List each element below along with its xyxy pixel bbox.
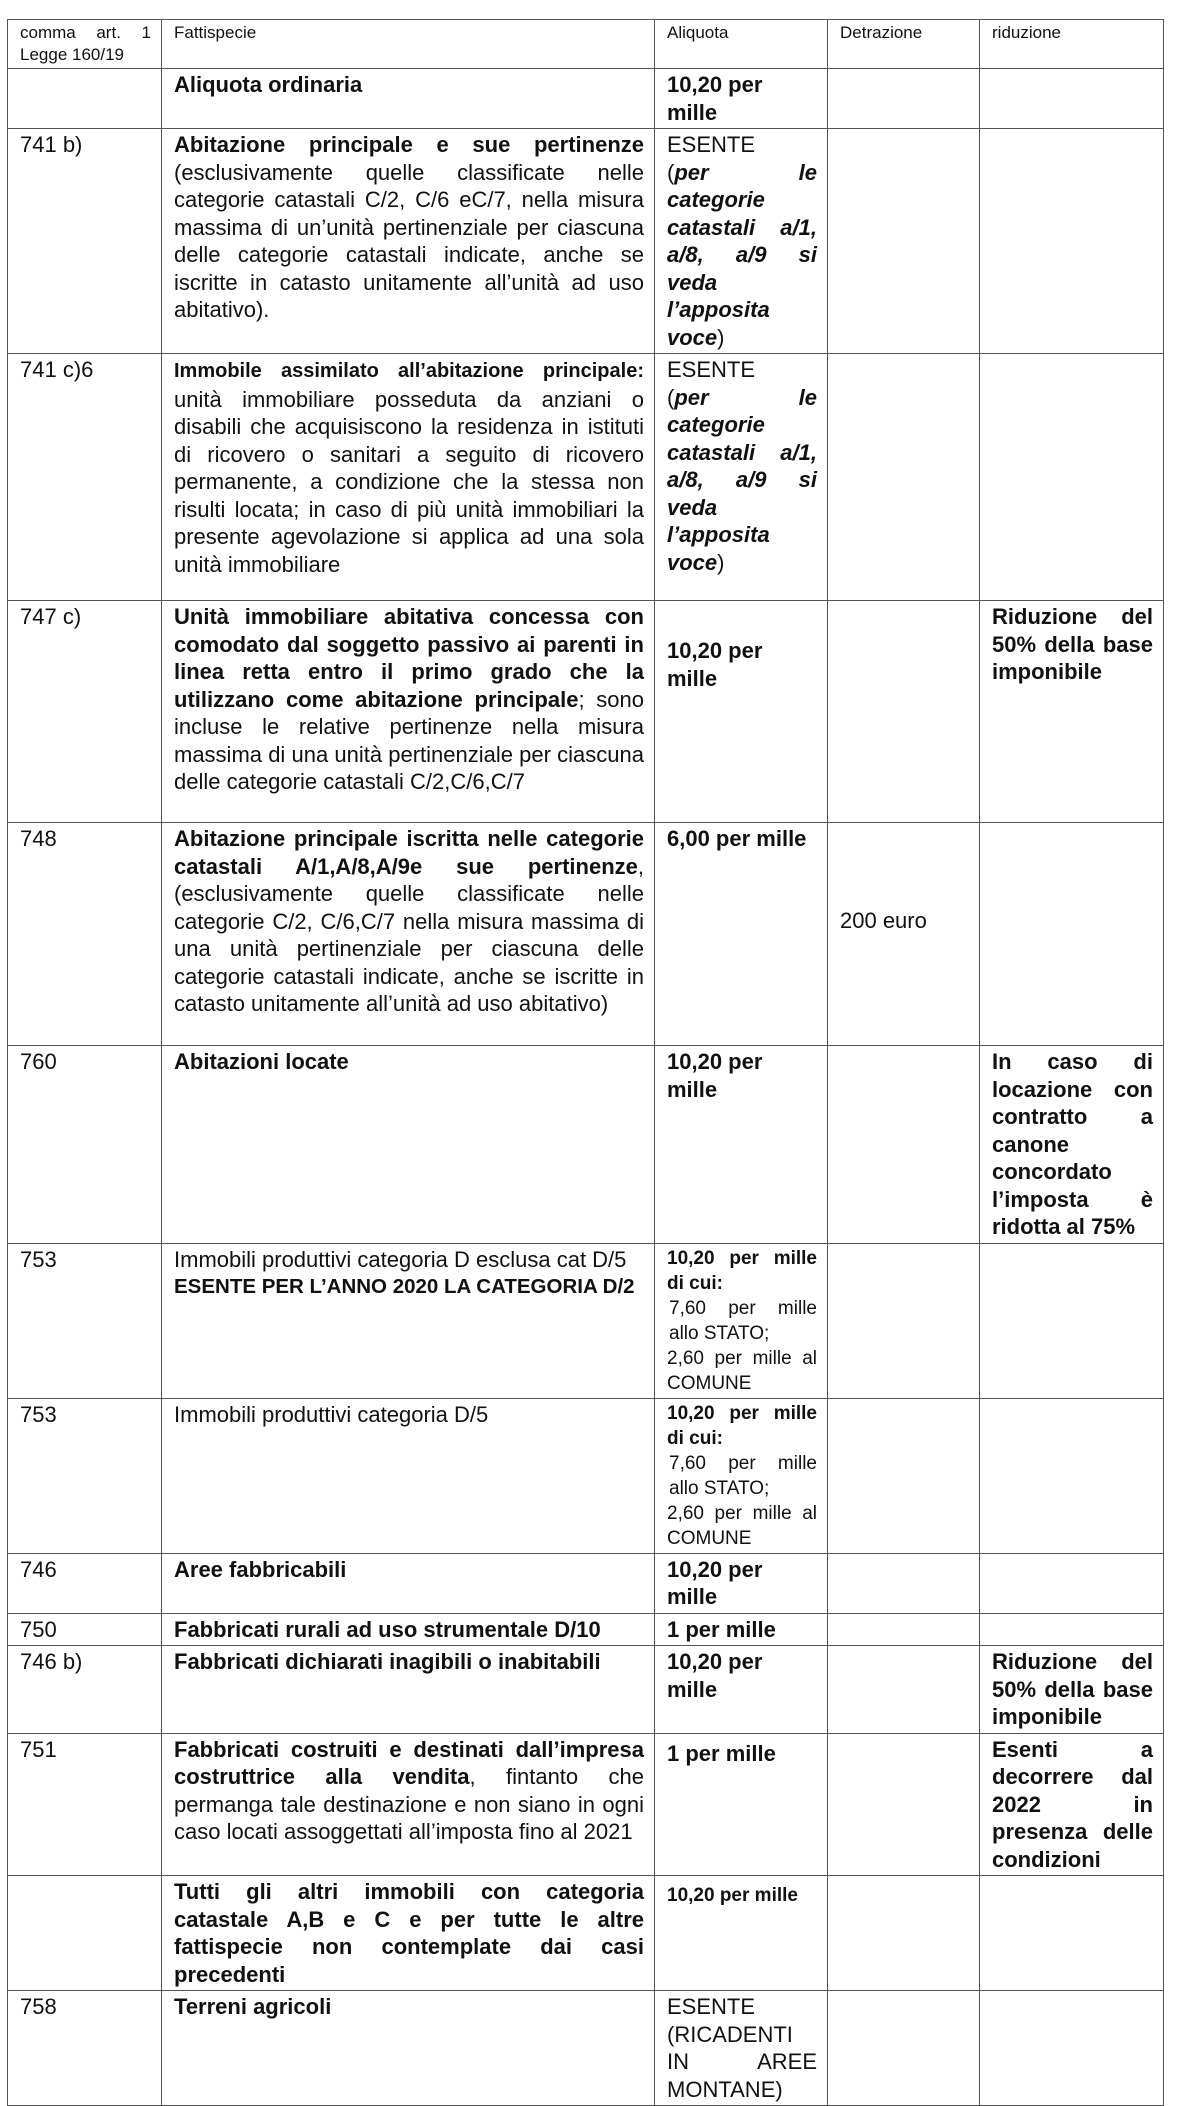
cell-riduzione	[980, 1243, 1164, 1398]
cell-fattispecie	[162, 1243, 655, 1398]
cell-aliquota: 1 per mille	[655, 1613, 828, 1646]
cell-riduzione	[980, 1553, 1164, 1613]
cell-fattispecie: Abitazioni locate	[162, 1046, 655, 1244]
header-riduzione: riduzione	[980, 20, 1164, 69]
table-row	[8, 823, 1164, 1046]
table-row	[8, 354, 1164, 601]
cell-detrazione	[828, 1613, 980, 1646]
cell-riduzione: In caso di locazione con contratto a canone concordato l’imposta è ridotta al 75%	[980, 1046, 1164, 1244]
table-header-row	[8, 20, 1164, 69]
header-aliquota: Aliquota	[655, 20, 828, 69]
cell-aliquota: ESENTE (per le categorie catastali a/1, a/8, a/9 si veda l’apposita voce)	[655, 354, 828, 601]
cell-aliquota: 10,20 per mille	[655, 69, 828, 129]
cell-comma: 760	[8, 1046, 162, 1244]
cell-comma: 741 b)	[8, 129, 162, 354]
cell-comma: 747 c)	[8, 601, 162, 823]
cell-fattispecie	[162, 1733, 655, 1876]
table-row	[8, 129, 1164, 354]
aliquota-note: per le categorie catastali a/1, a/8, a/9 si veda l’apposita voce	[667, 159, 817, 350]
cell-riduzione	[980, 1613, 1164, 1646]
table-row	[8, 601, 1164, 823]
aliquota-stato: 7,60 per mille allo STATO;	[669, 1452, 817, 1499]
cell-aliquota: 10,20 per mille	[655, 1646, 828, 1734]
cell-detrazione	[828, 1991, 980, 2106]
cell-aliquota: ESENTE (per le categorie catastali a/1, a/8, a/9 si veda l’apposita voce)	[655, 129, 828, 354]
cell-riduzione	[980, 354, 1164, 601]
aliquota-value: 10,20 per mille di cui:	[667, 1402, 817, 1449]
fattispecie-title: Immobile assimilato all’abitazione principale:	[174, 360, 644, 382]
fattispecie-description: unità immobiliare posseduta da anziani o disabili che acquisiscono la residenza in istituti di ricovero o sanitari a seguito di ricovero permanente, a condizione che la stessa non risulti locata; in caso di più unità immobiliari la presente agevolazione si applica ad una sola unità immobiliare	[174, 386, 644, 577]
fattispecie-description: , fintanto che permanga tale destinazione e non siano in ogni caso locati assoggettati all’imposta fino al 2021	[174, 1764, 644, 1844]
cell-fattispecie	[162, 601, 655, 823]
cell-comma	[8, 69, 162, 129]
fattispecie-description: (esclusivamente quelle classificate nelle categorie catastali C/2, C/6 eC/7, nella misura massima di un’unità pertinenziale per ciascuna delle categorie catastali indicate, anche se iscritte in catasto unitamente all’unità ad uso abitativo).	[174, 159, 644, 322]
cell-fattispecie	[162, 354, 655, 601]
table-row	[8, 1398, 1164, 1553]
aliquota-value: ESENTE	[667, 132, 756, 157]
cell-riduzione	[980, 1876, 1164, 1991]
header-comma: comma art. 1 Legge 160/19	[8, 20, 162, 69]
cell-aliquota	[655, 1243, 828, 1398]
aliquota-value: ESENTE	[667, 357, 756, 382]
cell-aliquota: 10,20 per mille	[655, 1553, 828, 1613]
cell-fattispecie: Terreni agricoli	[162, 1991, 655, 2106]
cell-aliquota: 6,00 per mille	[655, 823, 828, 1046]
fattispecie-description: Immobili produttivi categoria D esclusa cat D/5	[174, 1246, 627, 1272]
aliquota-comune: 2,60 per mille al COMUNE	[667, 1502, 817, 1549]
header-detrazione: Detrazione	[828, 20, 980, 69]
cell-aliquota: 10,20 per mille	[655, 1046, 828, 1244]
cell-riduzione	[980, 69, 1164, 129]
cell-detrazione	[828, 1398, 980, 1553]
cell-detrazione	[828, 1646, 980, 1734]
cell-comma: 750	[8, 1613, 162, 1646]
table-row	[8, 1646, 1164, 1734]
imu-rates-table	[7, 19, 1164, 2106]
table-row	[8, 1243, 1164, 1398]
aliquota-comune: 2,60 per mille al COMUNE	[667, 1347, 817, 1394]
cell-fattispecie: Tutti gli altri immobili con categoria catastale A,B e C e per tutte le altre fattispecie non contemplate dai casi precedenti	[162, 1876, 655, 1991]
cell-fattispecie	[162, 129, 655, 354]
cell-aliquota: ESENTE (RICADENTI IN AREE MONTANE)	[655, 1991, 828, 2106]
cell-detrazione	[828, 1876, 980, 1991]
cell-comma: 753	[8, 1398, 162, 1553]
cell-fattispecie	[162, 823, 655, 1046]
cell-comma: 748	[8, 823, 162, 1046]
cell-fattispecie: Immobili produttivi categoria D/5	[162, 1398, 655, 1553]
cell-aliquota: 10,20 per mille	[655, 1876, 828, 1991]
cell-riduzione	[980, 1991, 1164, 2106]
fattispecie-title: Abitazione principale iscritta nelle categorie catastali A/1,A/8,A/9e sue pertinenze	[174, 826, 644, 879]
cell-detrazione: 200 euro	[828, 823, 980, 1046]
table-row	[8, 1613, 1164, 1646]
fattispecie-title: Fabbricati costruiti e destinati dall’impresa costruttrice alla vendita	[174, 1736, 644, 1789]
cell-fattispecie: Aliquota ordinaria	[162, 69, 655, 129]
cell-riduzione	[980, 1398, 1164, 1553]
cell-detrazione	[828, 1733, 980, 1876]
table-row	[8, 1046, 1164, 1244]
aliquota-stato: 7,60 per mille allo STATO;	[669, 1297, 817, 1344]
cell-aliquota	[655, 1398, 828, 1553]
cell-detrazione	[828, 129, 980, 354]
cell-riduzione	[980, 129, 1164, 354]
cell-comma	[8, 1876, 162, 1991]
cell-riduzione: Riduzione del 50% della base imponibile	[980, 1646, 1164, 1734]
aliquota-note: per le categorie catastali a/1, a/8, a/9 si veda l’apposita voce	[667, 384, 817, 575]
cell-aliquota: 1 per mille	[655, 1733, 828, 1876]
cell-detrazione	[828, 1046, 980, 1244]
cell-detrazione	[828, 69, 980, 129]
cell-detrazione	[828, 354, 980, 601]
cell-comma: 753	[8, 1243, 162, 1398]
cell-detrazione	[828, 1243, 980, 1398]
fattispecie-description: ; sono incluse le relative pertinenze nella misura massima di una unità pertinenziale per ciascuna delle categorie catastali C/2,C/6,C/7	[174, 686, 645, 794]
cell-riduzione	[980, 823, 1164, 1046]
aliquota-value: 10,20 per mille di cui:	[667, 1247, 817, 1294]
cell-comma: 746	[8, 1553, 162, 1613]
fattispecie-title: Unità immobiliare abitativa concessa con comodato dal soggetto passivo ai parenti in linea retta entro il primo grado che la utilizzano come abitazione principale	[174, 604, 644, 712]
cell-detrazione	[828, 1553, 980, 1613]
table-row	[8, 1733, 1164, 1876]
cell-riduzione: Riduzione del 50% della base imponibile	[980, 601, 1164, 823]
header-fattispecie: Fattispecie	[162, 20, 655, 69]
fattispecie-note: ESENTE PER L’ANNO 2020 LA CATEGORIA D/2	[174, 1275, 635, 1298]
fattispecie-title: Abitazione principale e sue pertinenze	[174, 132, 644, 157]
cell-fattispecie: Fabbricati dichiarati inagibili o inabitabili	[162, 1646, 655, 1734]
table-row	[8, 1991, 1164, 2106]
cell-detrazione	[828, 601, 980, 823]
cell-comma: 746 b)	[8, 1646, 162, 1734]
table-row	[8, 69, 1164, 129]
table-row	[8, 1876, 1164, 1991]
cell-comma: 741 c)6	[8, 354, 162, 601]
fattispecie-description: , (esclusivamente quelle classificate nelle categorie C/2, C/6,C/7 nella misura massima di una unità pertinenziale per ciascuna delle categorie catastali indicate, anche se iscritte in catasto unitamente all’unità ad uso abitativo)	[174, 853, 644, 1016]
cell-riduzione: Esenti a decorrere dal 2022 in presenza delle condizioni	[980, 1733, 1164, 1876]
cell-aliquota: 10,20 per mille	[655, 601, 828, 823]
cell-comma: 758	[8, 1991, 162, 2106]
cell-fattispecie: Aree fabbricabili	[162, 1553, 655, 1613]
cell-comma: 751	[8, 1733, 162, 1876]
cell-fattispecie: Fabbricati rurali ad uso strumentale D/10	[162, 1613, 655, 1646]
table-row	[8, 1553, 1164, 1613]
